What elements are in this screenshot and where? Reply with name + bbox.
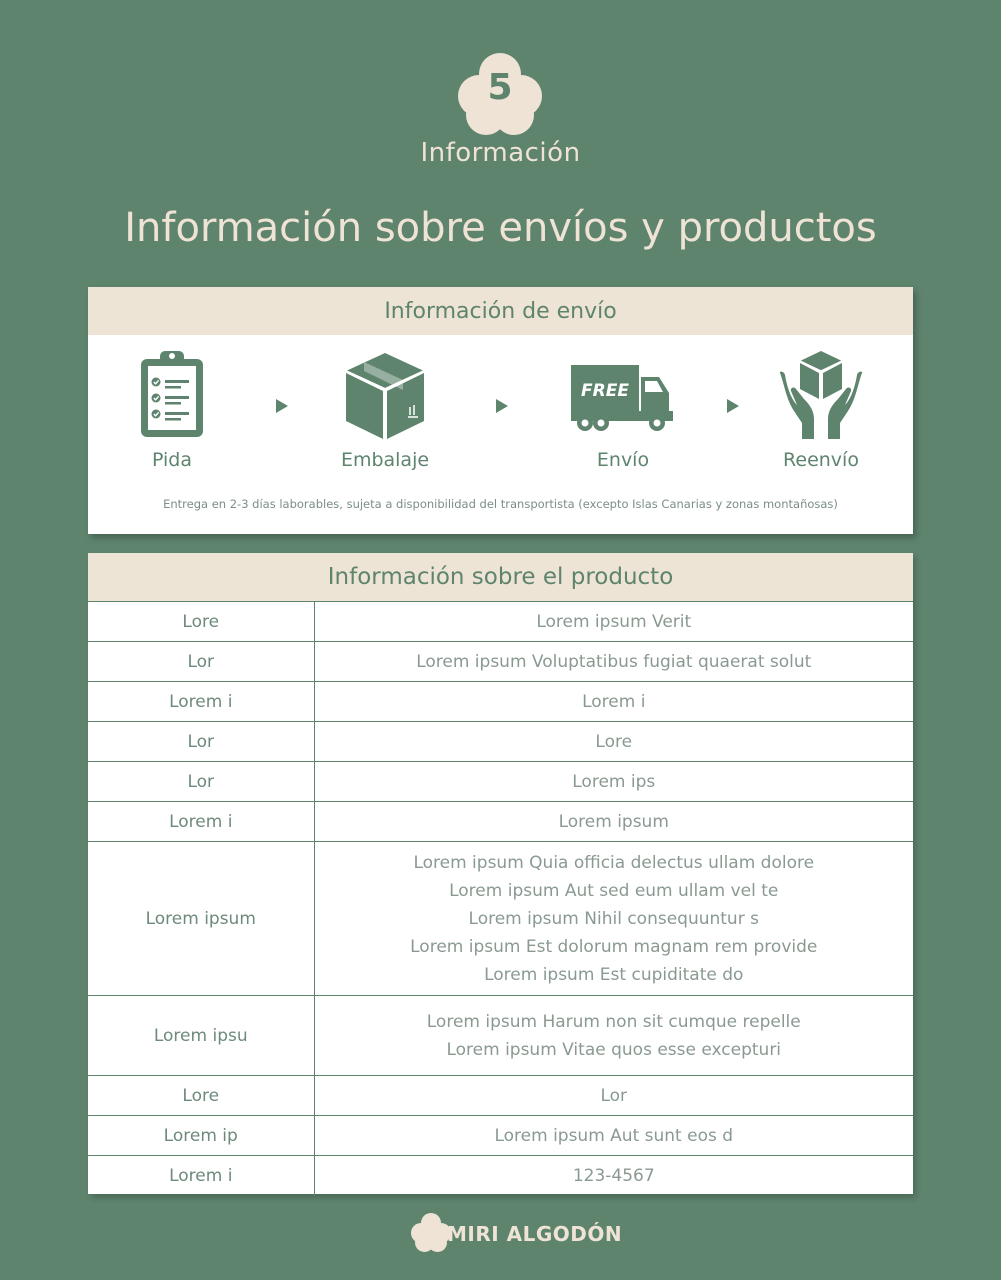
row-value-line: Lorem ipsum Verit (536, 611, 692, 632)
badge-flower-icon (458, 53, 542, 137)
delivery-truck-icon (569, 349, 677, 441)
row-value (314, 642, 913, 682)
row-value-line: Lorem i (582, 691, 646, 712)
row-value-line: Lorem ipsum Aut sunt eos d (494, 1125, 734, 1146)
product-header: Información sobre el producto (88, 553, 913, 601)
table-row (88, 1076, 913, 1116)
row-value (314, 1156, 913, 1196)
row-value-line: Lorem ipsum (558, 811, 669, 832)
row-value-line: Lorem ipsum Quia officia delectus ullam dolore (413, 852, 815, 873)
product-card (88, 553, 913, 1194)
row-value (314, 842, 913, 996)
table-row (88, 722, 913, 762)
clipboard-checklist-icon (138, 349, 206, 441)
row-value (314, 1076, 913, 1116)
badge-label: Información (420, 138, 581, 168)
row-value-line: Lor (600, 1085, 628, 1106)
table-row (88, 996, 913, 1076)
brand-name: MIRI ALGODÓN (447, 1222, 623, 1246)
step-order (102, 349, 242, 471)
row-value-line: Lore (595, 731, 633, 752)
table-row (88, 602, 913, 642)
row-value (314, 802, 913, 842)
step-arrow-icon (276, 399, 288, 413)
page-title: Información sobre envíos y productos (124, 205, 877, 251)
row-value-line: 123-4567 (572, 1165, 655, 1186)
table-row (88, 842, 913, 996)
row-key: Lore (88, 1076, 314, 1116)
step-shipping (553, 349, 693, 471)
row-key: Lorem ip (88, 1116, 314, 1156)
table-row (88, 1116, 913, 1156)
table-row (88, 762, 913, 802)
table-row (88, 802, 913, 842)
row-key: Lorem ipsu (88, 996, 314, 1076)
step-label: Reenvío (783, 449, 859, 471)
row-key: Lore (88, 602, 314, 642)
row-key: Lor (88, 722, 314, 762)
hands-box-icon (776, 349, 866, 441)
row-key: Lor (88, 762, 314, 802)
row-key: Lor (88, 642, 314, 682)
box-icon (342, 349, 428, 441)
table-row (88, 1156, 913, 1196)
row-value (314, 762, 913, 802)
badge-number: 5 (487, 67, 513, 108)
row-key: Lorem i (88, 802, 314, 842)
step-label: Envío (596, 449, 650, 471)
row-value-line: Lorem ipsum Harum non sit cumque repelle (426, 1011, 801, 1032)
step-arrow-icon (727, 399, 739, 413)
step-arrow-icon (496, 399, 508, 413)
step-label: Pida (151, 449, 193, 471)
shipping-note: Entrega en 2-3 días laborables, sujeta a disponibilidad del transportista (excepto Islas Canarias y zonas montañosas) (163, 497, 838, 511)
step-label: Embalaje (340, 449, 430, 471)
row-value (314, 602, 913, 642)
step-return (751, 349, 891, 471)
row-value-line: Lorem ipsum Aut sed eum ullam vel te (449, 880, 779, 901)
row-key: Lorem i (88, 682, 314, 722)
shipping-steps (88, 335, 913, 495)
product-table (88, 601, 913, 1196)
brand-flower-icon (411, 1213, 451, 1253)
row-value (314, 996, 913, 1076)
row-value-line: Lorem ipsum Nihil consequuntur s (468, 908, 759, 929)
step-packing (315, 349, 455, 471)
row-value-line: Lorem ipsum Est cupiditate do (484, 964, 744, 985)
free-badge: FREE (581, 381, 629, 401)
row-value-line: Lorem ipsum Vitae quos esse excepturi (446, 1039, 782, 1060)
row-key: Lorem i (88, 1156, 314, 1196)
row-value-line: Lorem ipsum Est dolorum magnam rem provide (410, 936, 818, 957)
shipping-header: Información de envío (88, 287, 913, 335)
table-row (88, 682, 913, 722)
row-value (314, 722, 913, 762)
shipping-card (88, 287, 913, 534)
row-value (314, 682, 913, 722)
row-value-line: Lorem ipsum Voluptatibus fugiat quaerat solut (416, 651, 812, 672)
row-value (314, 1116, 913, 1156)
row-key: Lorem ipsum (88, 842, 314, 996)
row-value-line: Lorem ips (572, 771, 656, 792)
table-row (88, 642, 913, 682)
